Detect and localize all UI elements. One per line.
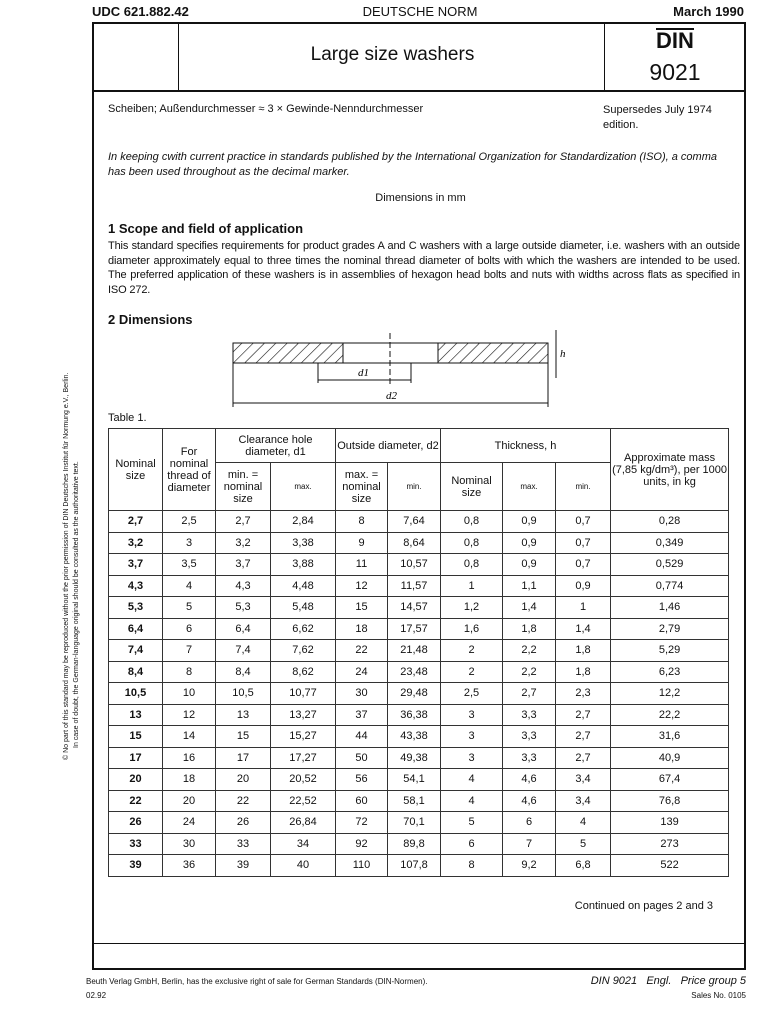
table-cell: 2,5 (441, 683, 503, 705)
table-cell: 76,8 (611, 790, 729, 812)
table-cell: 9 (336, 532, 388, 554)
table-cell: 14,57 (388, 597, 441, 619)
table-cell: 3,38 (271, 532, 336, 554)
table-row (109, 661, 729, 683)
table-cell: 3,7 (109, 554, 163, 576)
table-cell: 273 (611, 833, 729, 855)
table-cell: 15 (216, 726, 271, 748)
table-cell: 14 (163, 726, 216, 748)
table-cell: 13 (216, 704, 271, 726)
table-cell: 22,2 (611, 704, 729, 726)
table-cell: 2 (441, 640, 503, 662)
table-cell: 54,1 (388, 769, 441, 791)
publisher-note: Beuth Verlag GmbH, Berlin, has the exclusive right of sale for German Standards (DIN-Normen). (86, 977, 428, 986)
udc-number: UDC 621.882.42 (92, 4, 189, 19)
table-cell: 31,6 (611, 726, 729, 748)
issue-date: March 1990 (673, 4, 744, 19)
print-code: 02.92 (86, 991, 107, 1000)
table-cell: 2,7 (556, 704, 611, 726)
col-outside: Outside diameter, d2 (336, 429, 441, 463)
table-cell: 12 (163, 704, 216, 726)
table-cell: 2,7 (556, 726, 611, 748)
table-cell: 4 (441, 790, 503, 812)
table-cell: 1 (441, 575, 503, 597)
table-cell: 8 (163, 661, 216, 683)
col-d2-min: min. (388, 463, 441, 511)
table-cell: 5,29 (611, 640, 729, 662)
table-cell: 2,84 (271, 511, 336, 533)
table-cell: 7,64 (388, 511, 441, 533)
table-cell: 3,2 (109, 532, 163, 554)
table-cell: 0,8 (441, 532, 503, 554)
table-cell: 67,4 (611, 769, 729, 791)
table-cell: 2,2 (503, 661, 556, 683)
table-cell: 23,48 (388, 661, 441, 683)
table-cell: 7,4 (109, 640, 163, 662)
table-row (109, 683, 729, 705)
table-cell: 10,5 (109, 683, 163, 705)
table-cell: 3,4 (556, 769, 611, 791)
table-cell: 3,2 (216, 532, 271, 554)
german-title: Scheiben; Außendurchmesser ≈ 3 × Gewinde-Nenndurchmesser (108, 103, 424, 115)
table-cell: 7 (503, 833, 556, 855)
table-cell: 4,3 (216, 575, 271, 597)
table-cell: 6 (441, 833, 503, 855)
continued-note: Continued on pages 2 and 3 (574, 900, 713, 912)
table-cell: 0,774 (611, 575, 729, 597)
table-cell: 0,529 (611, 554, 729, 576)
table-row (109, 704, 729, 726)
dimensions-table (108, 428, 729, 877)
table-cell: 2,3 (556, 683, 611, 705)
table-cell: 12 (336, 575, 388, 597)
table-cell: 10,5 (216, 683, 271, 705)
table-cell: 0,7 (556, 532, 611, 554)
table-cell: 40 (271, 855, 336, 877)
table-cell: 13,27 (271, 704, 336, 726)
table-cell: 110 (336, 855, 388, 877)
table-cell: 5,3 (109, 597, 163, 619)
table-cell: 15,27 (271, 726, 336, 748)
table-cell: 4,3 (109, 575, 163, 597)
table-cell: 6,8 (556, 855, 611, 877)
table-cell: 11 (336, 554, 388, 576)
table-cell: 22,52 (271, 790, 336, 812)
table-cell: 0,9 (503, 511, 556, 533)
table-cell: 4 (441, 769, 503, 791)
side-line-2: In case of doubt, the German-language original should be consulted as the authoritative text. (73, 461, 80, 748)
table-cell: 37 (336, 704, 388, 726)
table-cell: 6,4 (109, 618, 163, 640)
copyright-side-note (62, 260, 82, 760)
table-cell: 0,349 (611, 532, 729, 554)
decimal-note: In keeping cwith current practice in standards published by the International Organization for Standardization (ISO), a comma has been used throughout as the decimal marker. (108, 151, 717, 178)
table-cell: 17 (109, 747, 163, 769)
table-cell: 20 (163, 790, 216, 812)
table-cell: 3 (441, 704, 503, 726)
table-cell: 44 (336, 726, 388, 748)
table-cell: 30 (336, 683, 388, 705)
table-cell: 3,3 (503, 726, 556, 748)
table-cell: 5 (163, 597, 216, 619)
table-cell: 56 (336, 769, 388, 791)
table-cell: 34 (271, 833, 336, 855)
table-cell: 7 (163, 640, 216, 662)
table-cell: 22 (109, 790, 163, 812)
table-cell: 39 (216, 855, 271, 877)
table-cell: 43,38 (388, 726, 441, 748)
document-title: Large size washers (310, 44, 475, 65)
table-cell: 60 (336, 790, 388, 812)
supersedes: Supersedes July 1974 edition. (603, 104, 712, 131)
table-cell: 8,4 (109, 661, 163, 683)
table-cell: 8,64 (388, 532, 441, 554)
table-cell: 22 (336, 640, 388, 662)
table-row (109, 833, 729, 855)
table-cell: 10,57 (388, 554, 441, 576)
table-cell: 10,77 (271, 683, 336, 705)
table-cell: 8,4 (216, 661, 271, 683)
d2-label: d2 (386, 390, 397, 402)
table-cell: 40,9 (611, 747, 729, 769)
table-cell: 2,7 (216, 511, 271, 533)
table-cell: 50 (336, 747, 388, 769)
table-row (109, 532, 729, 554)
table-row (109, 618, 729, 640)
table-cell: 89,8 (388, 833, 441, 855)
col-d1-min: min. = nominal size (216, 463, 271, 511)
table-cell: 2,2 (503, 640, 556, 662)
dimensions-note: Dimensions in mm (375, 192, 466, 204)
table-row (109, 511, 729, 533)
table-cell: 36,38 (388, 704, 441, 726)
table-cell: 1,2 (441, 597, 503, 619)
col-d1-max: max. (271, 463, 336, 511)
table-cell: 2,7 (503, 683, 556, 705)
table-cell: 4 (556, 812, 611, 834)
table-cell: 20 (109, 769, 163, 791)
col-thread: For nominal thread of diameter (163, 429, 216, 511)
table-cell: 107,8 (388, 855, 441, 877)
din-reference: DIN 9021 Engl. Price group 5 (590, 975, 746, 987)
table-cell: 3,88 (271, 554, 336, 576)
table-cell: 1,6 (441, 618, 503, 640)
col-thickness: Thickness, h (441, 429, 611, 463)
table-cell: 4 (163, 575, 216, 597)
table-cell: 0,7 (556, 511, 611, 533)
table-cell: 1,8 (556, 661, 611, 683)
table-cell: 3,7 (216, 554, 271, 576)
table-cell: 1,4 (556, 618, 611, 640)
table-cell: 26 (109, 812, 163, 834)
table-cell: 0,7 (556, 554, 611, 576)
table-cell: 49,38 (388, 747, 441, 769)
norm-label: DEUTSCHE NORM (362, 4, 478, 19)
d1-label: d1 (358, 367, 369, 379)
table-cell: 24 (163, 812, 216, 834)
table-cell: 4,48 (271, 575, 336, 597)
table-cell: 0,9 (556, 575, 611, 597)
table-cell: 0,28 (611, 511, 729, 533)
col-clearance: Clearance hole diameter, d1 (216, 429, 336, 463)
table-row (109, 726, 729, 748)
col-h-nominal: Nominal size (441, 463, 503, 511)
table-cell: 4,6 (503, 769, 556, 791)
table-cell: 8,62 (271, 661, 336, 683)
sales-number: Sales No. 0105 (691, 991, 746, 1000)
table-cell: 17 (216, 747, 271, 769)
table-cell: 30 (163, 833, 216, 855)
table-cell: 5,3 (216, 597, 271, 619)
table-row (109, 597, 729, 619)
table-cell: 0,8 (441, 554, 503, 576)
table-row (109, 812, 729, 834)
din-number: 9021 (649, 59, 701, 85)
table-cell: 0,8 (441, 511, 503, 533)
col-mass: Approximate mass (7,85 kg/dm³), per 1000 units, in kg (611, 429, 729, 511)
col-d2-max: max. = nominal size (336, 463, 388, 511)
table-cell: 0,9 (503, 554, 556, 576)
table-row (109, 855, 729, 877)
table-cell: 8 (336, 511, 388, 533)
table-cell: 6,4 (216, 618, 271, 640)
table-cell: 9,2 (503, 855, 556, 877)
divider (92, 943, 746, 944)
din-mark: DIN (656, 28, 694, 53)
table-cell: 11,57 (388, 575, 441, 597)
table-cell: 92 (336, 833, 388, 855)
table-cell: 3 (163, 532, 216, 554)
din-logo (605, 28, 745, 86)
table-cell: 2,79 (611, 618, 729, 640)
table-cell: 7,4 (216, 640, 271, 662)
table-cell: 20 (216, 769, 271, 791)
table-cell: 12,2 (611, 683, 729, 705)
table-cell: 3,3 (503, 747, 556, 769)
table-cell: 72 (336, 812, 388, 834)
table-cell: 15 (109, 726, 163, 748)
table-caption: Table 1. (108, 412, 147, 424)
table-cell: 2,7 (556, 747, 611, 769)
table-row (109, 747, 729, 769)
table-cell: 20,52 (271, 769, 336, 791)
section-1-heading: 1 Scope and field of application (108, 221, 304, 236)
table-cell: 3 (441, 747, 503, 769)
side-line-1: © No part of this standard may be reproduced without the prior permission of DIN Deutsches Institut für Normung e.V., Berlin. (63, 372, 70, 760)
section-2-heading: 2 Dimensions (108, 312, 193, 327)
table-row (109, 769, 729, 791)
table-cell: 1,1 (503, 575, 556, 597)
table-cell: 5 (556, 833, 611, 855)
table-cell: 17,27 (271, 747, 336, 769)
table-cell: 22 (216, 790, 271, 812)
table-cell: 17,57 (388, 618, 441, 640)
table-cell: 0,9 (503, 532, 556, 554)
table-cell: 1 (556, 597, 611, 619)
table-cell: 26,84 (271, 812, 336, 834)
table-cell: 5,48 (271, 597, 336, 619)
table-cell: 3,5 (163, 554, 216, 576)
table-cell: 139 (611, 812, 729, 834)
table-row (109, 554, 729, 576)
table-cell: 15 (336, 597, 388, 619)
table-cell: 39 (109, 855, 163, 877)
table-cell: 16 (163, 747, 216, 769)
table-row (109, 575, 729, 597)
table-cell: 26 (216, 812, 271, 834)
table-cell: 10 (163, 683, 216, 705)
table-cell: 58,1 (388, 790, 441, 812)
table-cell: 13 (109, 704, 163, 726)
table-cell: 70,1 (388, 812, 441, 834)
table-cell: 18 (336, 618, 388, 640)
table-cell: 33 (109, 833, 163, 855)
table-cell: 522 (611, 855, 729, 877)
h-label: h (560, 348, 566, 360)
table-cell: 4,6 (503, 790, 556, 812)
table-cell: 3,4 (556, 790, 611, 812)
col-h-min: min. (556, 463, 611, 511)
table-cell: 1,46 (611, 597, 729, 619)
table-cell: 6,23 (611, 661, 729, 683)
table-cell: 6 (503, 812, 556, 834)
col-nominal-size: Nominal size (109, 429, 163, 511)
table-cell: 18 (163, 769, 216, 791)
table-cell: 2,5 (163, 511, 216, 533)
table-cell: 2 (441, 661, 503, 683)
table-cell: 3 (441, 726, 503, 748)
table-cell: 6,62 (271, 618, 336, 640)
table-cell: 21,48 (388, 640, 441, 662)
col-h-max: max. (503, 463, 556, 511)
table-cell: 1,8 (503, 618, 556, 640)
table-cell: 6 (163, 618, 216, 640)
washer-drawing (200, 328, 570, 410)
table-cell: 5 (441, 812, 503, 834)
table-cell: 3,3 (503, 704, 556, 726)
table-cell: 33 (216, 833, 271, 855)
table-cell: 2,7 (109, 511, 163, 533)
table-cell: 1,4 (503, 597, 556, 619)
table-cell: 36 (163, 855, 216, 877)
table-row (109, 640, 729, 662)
table-cell: 1,8 (556, 640, 611, 662)
table-cell: 7,62 (271, 640, 336, 662)
section-1-text: This standard specifies requirements for product grades A and C washers with a large outside diameter, i.e. washers with an outside diameter approximately equal to three times the nominal thread diameter of bolts with which the washers are intended to be used. The preferred application of these washers is in assemblies of hexagon head bolts and nuts with widths across flats as specified in ISO 272. (108, 240, 740, 296)
table-cell: 29,48 (388, 683, 441, 705)
table-cell: 24 (336, 661, 388, 683)
table-row (109, 790, 729, 812)
table-cell: 8 (441, 855, 503, 877)
